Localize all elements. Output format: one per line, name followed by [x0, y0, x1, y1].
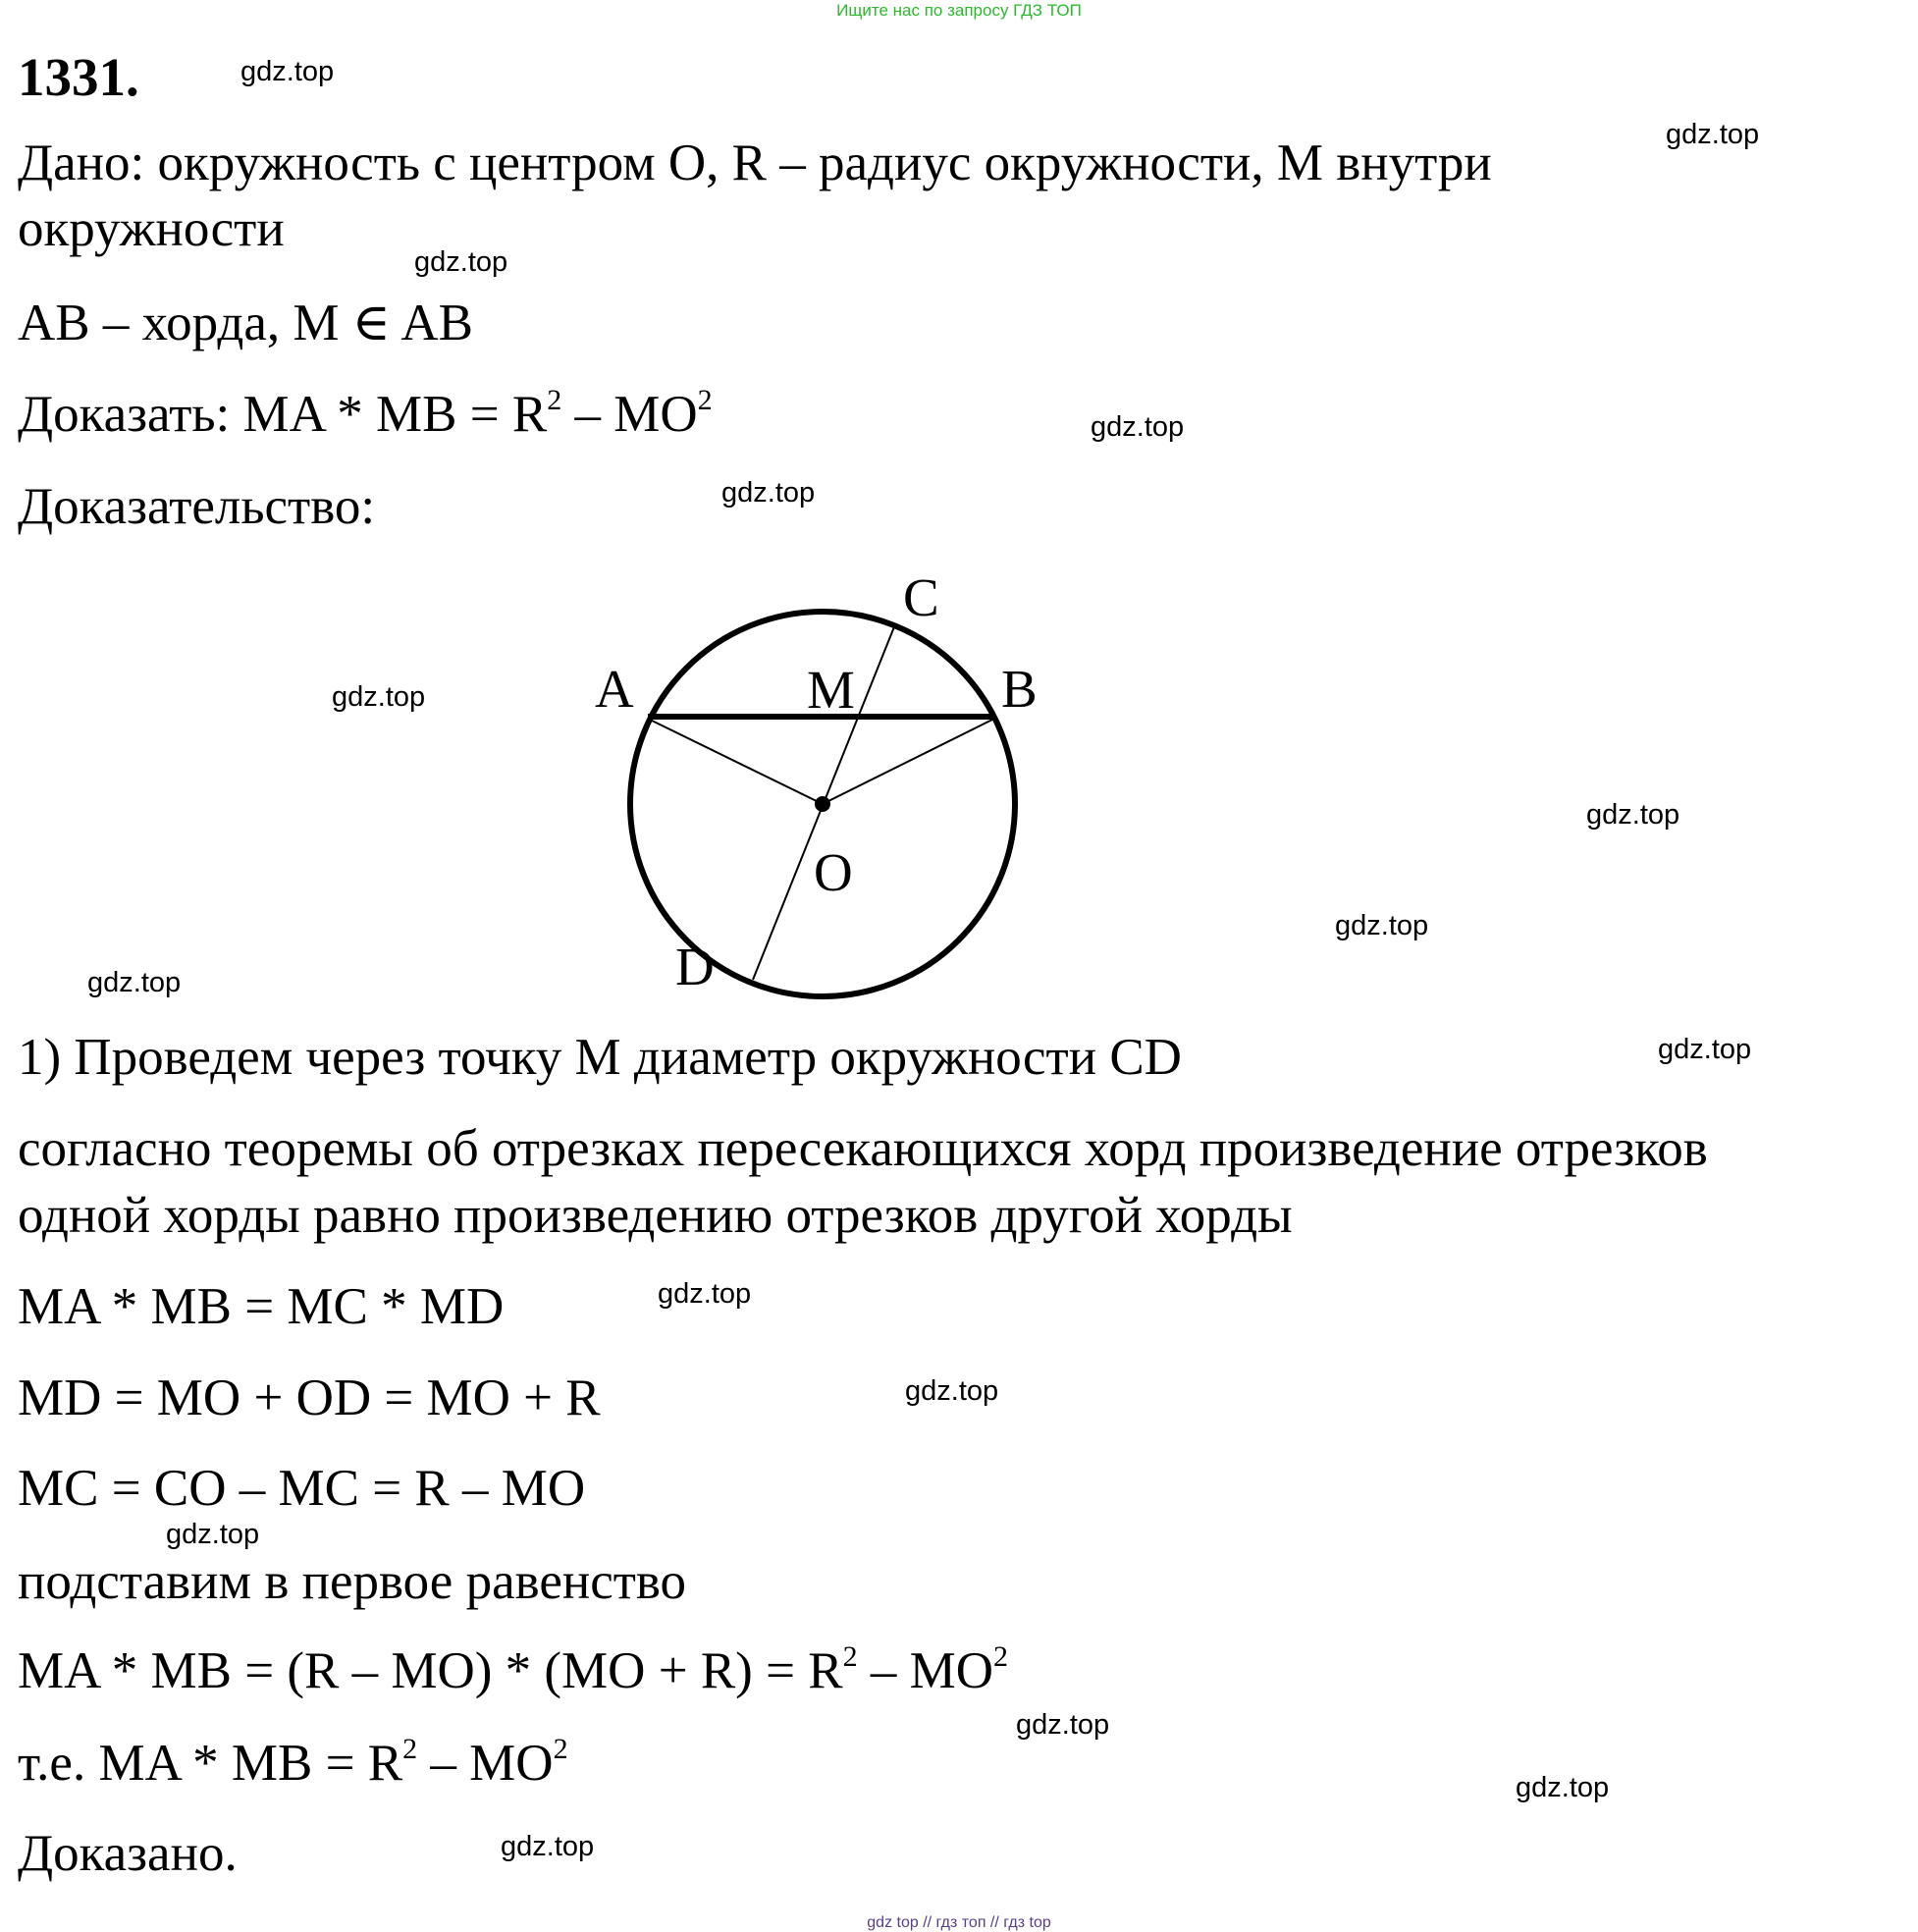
step-7-mid: – MO: [857, 1642, 993, 1699]
given-line-1: Дано: окружность с центром O, R – радиус окружности, M внутри: [18, 134, 1492, 191]
label-o: O: [814, 842, 853, 902]
watermark: gdz.top: [1666, 119, 1760, 150]
step-7-exp-1: 2: [842, 1640, 858, 1673]
watermark: gdz.top: [240, 56, 335, 87]
step-8-exp-1: 2: [402, 1733, 418, 1765]
label-m: M: [807, 660, 855, 720]
step-8: [18, 1733, 568, 1792]
step-8-text: т.е. MA * MB = R: [18, 1735, 403, 1792]
label-d: D: [675, 937, 715, 996]
step-2-line-2: одной хорды равно произведению отрезков другой хорды: [18, 1187, 1293, 1244]
watermark: gdz.top: [1091, 411, 1185, 443]
step-8-mid: – MO: [417, 1735, 554, 1792]
step-6: подставим в первое равенство: [18, 1553, 687, 1610]
watermark: gdz.top: [87, 967, 182, 998]
segment-bo: [823, 719, 994, 804]
step-3: MA * MB = MC * MD: [18, 1278, 505, 1335]
watermark: gdz.top: [1658, 1034, 1752, 1065]
label-c: C: [903, 567, 939, 627]
step-7-text: MA * MB = (R – MO) * (MO + R) = R: [18, 1642, 843, 1699]
label-a: A: [595, 659, 634, 719]
watermark: gdz.top: [501, 1831, 595, 1862]
prove-exp-2: 2: [697, 384, 713, 416]
prove-text-mid: – MO: [561, 386, 698, 443]
step-9: Доказано.: [18, 1825, 238, 1882]
watermark: gdz.top: [1586, 799, 1680, 831]
given-line-3: AB – хорда, M ∈ AB: [18, 295, 473, 351]
step-2-line-1: согласно теоремы об отрезках пересекающихся хорд произведение отрезков: [18, 1120, 1708, 1177]
watermark: gdz.top: [166, 1519, 260, 1550]
watermark: gdz.top: [1016, 1709, 1110, 1741]
watermark: gdz.top: [414, 246, 508, 278]
step-7-exp-2: 2: [992, 1640, 1008, 1673]
watermark: gdz.top: [905, 1375, 999, 1407]
watermark: gdz.top: [658, 1278, 752, 1310]
search-banner: Ищите нас по запросу ГДЗ ТОП: [836, 1, 1082, 20]
task-number: 1331.: [18, 47, 139, 107]
watermark: gdz.top: [332, 681, 426, 713]
prove-exp-1: 2: [547, 384, 562, 416]
footer-links: gdz top // гдз топ // гдз top: [867, 1914, 1051, 1931]
proof-label: Доказательство:: [18, 478, 376, 535]
given-line-2: окружности: [18, 200, 285, 257]
segment-ao: [648, 719, 823, 804]
watermark: gdz.top: [1335, 910, 1429, 941]
step-8-exp-2: 2: [553, 1733, 568, 1765]
center-point-o: [815, 796, 830, 812]
prove-text: Доказать: MA * MB = R: [18, 386, 548, 443]
step-1: 1) Проведем через точку M диаметр окружности CD: [18, 1029, 1182, 1086]
step-7: [18, 1640, 1008, 1699]
watermark: gdz.top: [721, 477, 816, 509]
label-b: B: [1001, 659, 1038, 719]
step-4: MD = MO + OD = MO + R: [18, 1369, 601, 1426]
watermark: gdz.top: [1516, 1772, 1610, 1803]
step-5: MC = CO – MC = R – MO: [18, 1460, 586, 1517]
